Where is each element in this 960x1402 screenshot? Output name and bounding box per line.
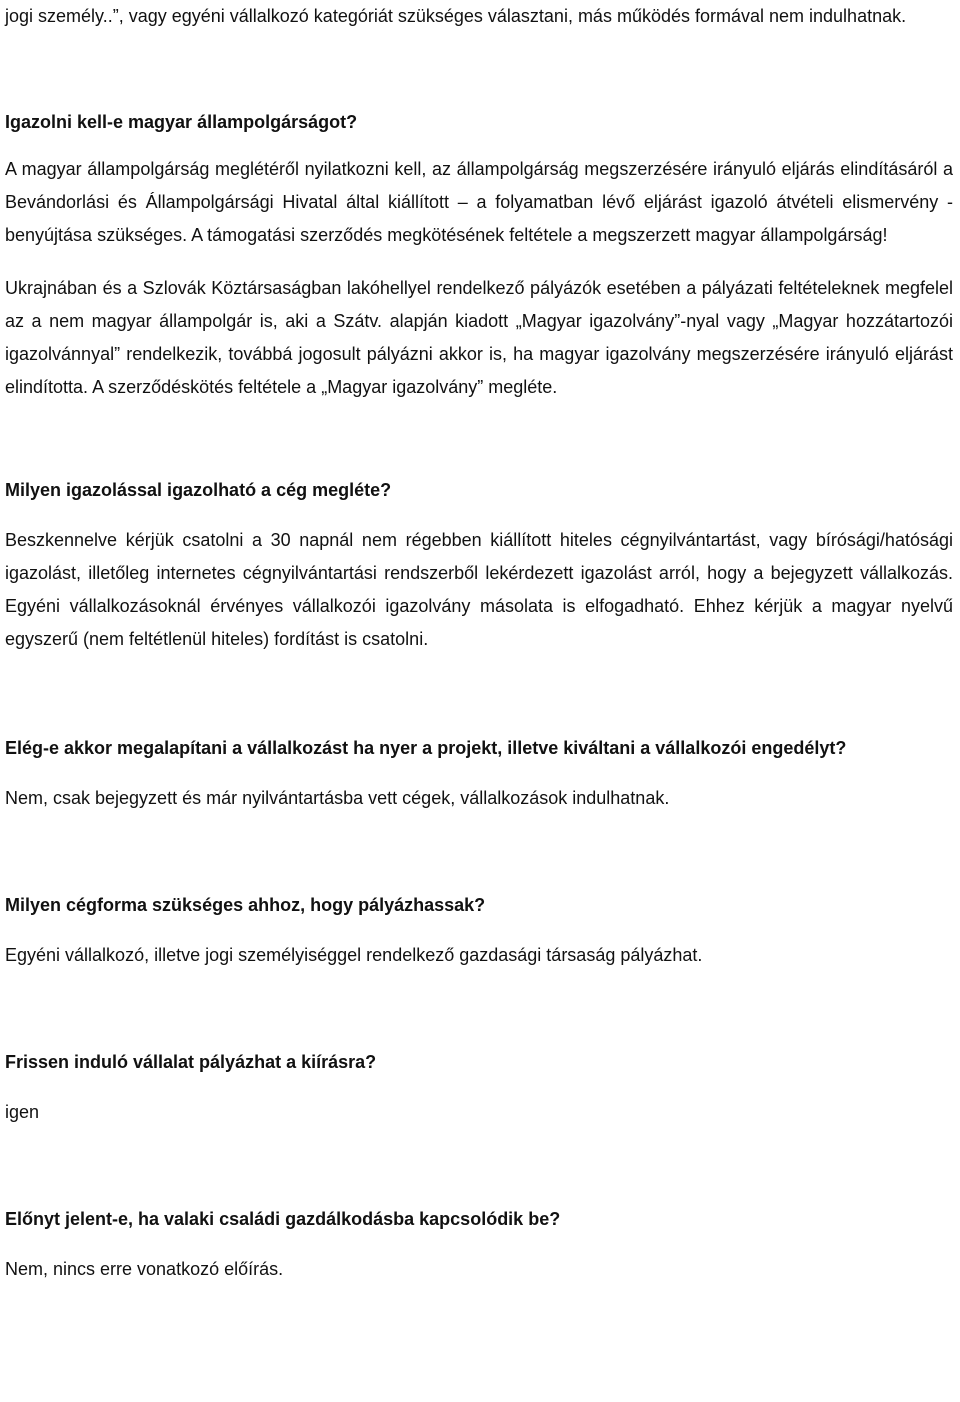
answer-paragraph-new-company: igen — [5, 1102, 40, 1122]
question-heading-founding: Elég-e akkor megalapítani a vállalkozást ha nyer a projekt, illetve kiváltani a vállalkozói engedélyt? — [5, 738, 847, 758]
question-heading-citizenship: Igazolni kell-e magyar állampolgárságot? — [5, 112, 358, 132]
question-heading-company-form: Milyen cégforma szükséges ahhoz, hogy pályázhassak? — [5, 895, 486, 915]
document-page — [5, 0, 953, 1286]
answer-paragraph-founding: Nem, csak bejegyzett és már nyilvántartásba vett cégek, vállalkozások indulhatnak. — [5, 788, 670, 808]
answer-paragraph-citizenship-1: A magyar állampolgárság meglétéről nyilatkozni kell, az állampolgárság megszerzésére irányuló eljárás elindításáról a Bevándorlási és Állampolgársági Hivatal által kiállított – a folyamatban lévő eljárást igazoló átvételi elismervény - benyújtása szükséges. A támogatási szerződés megkötésének feltétele a megszerzett magyar állampolgárság! — [5, 159, 953, 245]
answer-paragraph-company-form: Egyéni vállalkozó, illetve jogi személyiséggel rendelkező gazdasági társaság pályázhat. — [5, 945, 703, 965]
question-heading-new-company: Frissen induló vállalat pályázhat a kiírásra? — [5, 1052, 377, 1072]
question-heading-company-proof: Milyen igazolással igazolható a cég megléte? — [5, 480, 392, 500]
answer-paragraph-company-proof: Beszkennelve kérjük csatolni a 30 napnál nem régebben kiállított hiteles cégnyilvántartást, vagy bírósági/hatósági igazolást, illetőleg internetes cégnyilvántartási rendszerből lekérdezett igazolást arról, hogy a bejegyzett vállalkozás. Egyéni vállalkozásoknál érvényes vállalkozói igazolvány másolata is elfogadható. Ehhez kérjük a magyar nyelvű egyszerű (nem feltétlenül hiteles) fordítást is csatolni. — [5, 530, 953, 649]
answer-paragraph-family-farm: Nem, nincs erre vonatkozó előírás. — [5, 1259, 284, 1279]
answer-paragraph-citizenship-2: Ukrajnában és a Szlovák Köztársaságban lakóhellyel rendelkező pályázók esetében a pályázati feltételeknek megfelel az a nem magyar állampolgár is, aki a Szátv. alapján kiadott „Magyar igazolvány”-nyal vagy „Magyar hozzátartozói igazolvánnyal” rendelkezik, továbbá jogosult pályázni akkor is, ha magyar igazolvány megszerzésére irányuló eljárást elindította. A szerződéskötés feltétele a „Magyar igazolvány” megléte. — [5, 278, 953, 397]
question-heading-family-farm: Előnyt jelent-e, ha valaki családi gazdálkodásba kapcsolódik be? — [5, 1209, 561, 1229]
intro-paragraph: jogi személy..”, vagy egyéni vállalkozó kategóriát szükséges választani, más működés formával nem indulhatnak. — [5, 6, 907, 26]
